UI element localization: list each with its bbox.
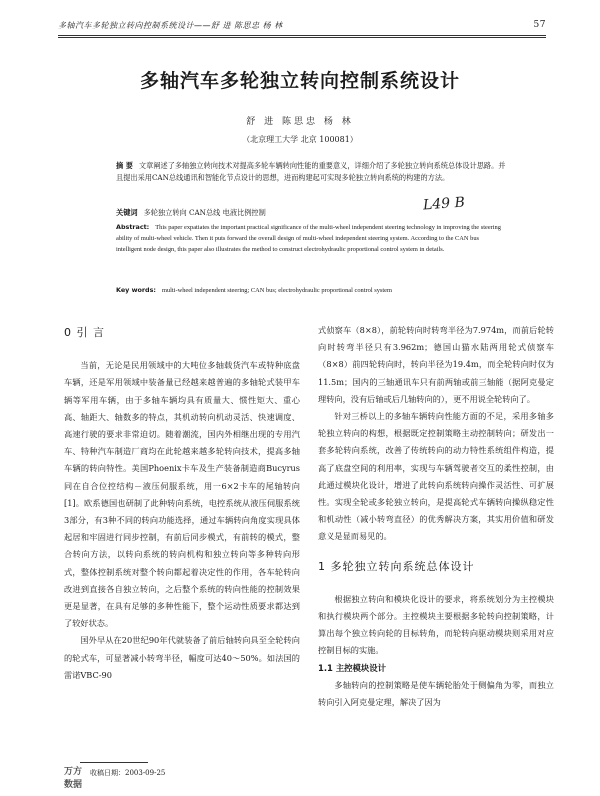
paper-affiliation: （北京理工大学 北京 100081） bbox=[242, 135, 358, 144]
section-1-heading: 1 多轮独立转向系统总体设计 bbox=[318, 559, 475, 573]
handwritten-mark: L49 B bbox=[422, 194, 466, 214]
keywords-en bbox=[116, 286, 506, 294]
section-1-paragraph-1: 根据独立转向和模块化设计的要求，将系统划分为主控模块和执行模块两个部分。主控模块主要根据多轮转向控制策略，计算出每个独立转向轮的目标转角，而轮转向驱动模块则采用对应控制目标的实施。 bbox=[318, 593, 554, 656]
abstract-zh bbox=[116, 160, 506, 183]
right-column bbox=[318, 322, 554, 711]
header-rule-top bbox=[58, 35, 546, 36]
section-0-heading: 0 引 言 bbox=[64, 326, 105, 339]
subsection-1-1-heading: 1.1 主控模块设计 bbox=[318, 662, 387, 673]
header-rule-bottom bbox=[58, 37, 546, 38]
running-head bbox=[58, 14, 546, 30]
right-paragraph-2: 针对三桥以上的多轴车辆转向性能方面的不足，采用多轴多轮独立转向的构想，根据既定控制策略主动控制转向；研发出一套多轮转向系统，改善了传统转向的动力特性系统组件构造，提高了底盘空间的利用率，实现与车辆驾驶者交互的柔性控制，由此通过模块化设计，增进了此转向系统转向操作灵活性、可扩展性。实现全轮或多轮独立转向，是提高轮式车辆转向操纵稳定性和机动性（减小转弯直径）的优秀解决方案，其实用价值和研发意义是显而易见的。 bbox=[318, 411, 554, 542]
abstract-zh-label: 摘 要 bbox=[116, 161, 133, 170]
abstract-en-text: This paper expatiates the important practical significance of the multi-wheel independent steering technology in improving the steering ability of multi-wheel vehicle. Then it puts forward the overall design of multi-wheel independent steering system. According to the CAN bus intelligent node design, this paper also illustrates the method to construct electrohydraulic proportional control system in details. bbox=[116, 224, 501, 253]
keywords-en-text: multi-wheel independent steering; CAN bus; electrohydraulic proportional control system bbox=[161, 287, 392, 294]
right-paragraph-1: 式侦察车（8×8），前轮转向时转弯半径为7.974m，而前后轮转向时转弯半径只有3.962m；德国山猫水陆两用轮式侦察车（8×8）前四轮转向时，转向半径为19.4m，而全轮转向时仅为11.5m；国内的三轴通讯车只有前两轴或前三轴能（据阿克曼定理转向，没有后轴或后几轴转向的），更不用说全轮转向了。 bbox=[318, 325, 554, 404]
keywords-zh-text: 多轮独立转向 CAN总线 电液比例控制 bbox=[143, 208, 266, 217]
section-0-paragraph-2: 国外早从在20世纪90年代就装备了前后轴转向具至全轮转向的轮式车，可显著减小转弯半径，幅度可达40～50%。如法国的雷诺VBC-90 bbox=[64, 635, 300, 680]
section-0-paragraph-1: 当前，无论是民用领域中的大吨位多轴载货汽车或特种底盘车辆，还是军用领域中装备量已经越来越普遍的多轴轮式装甲车辆等军用车辆，由于多轴车辆均具有质量大、惯性矩大、重心高、轴距大、轴数多的特点，其机动转向机动灵活、快速调度、高速行驶的要求非常迫切。随着潮流，国内外相继出现的专用汽车、特种汽车制造厂商均在此轮越来越多轮转向技术，提高多轴车辆的转向特性。美国Phoenix卡车及生产装备制造商Bucyrus同在自合位控结构－液压伺服系统，用一6×2卡车的尾轴转向[1]。欧系德国也研制了此种转向系统，电控系统从液压伺服系统3部分，有3种不同的转向功能选择，通过车辆转向角度实现具体起居和牢固进行同步控制，有前后同步模式，有前转的模式，整合转向方法，以转向系统的转向机构和独立转向等多种转向形式，整体控制系统对整个转向都起着决定性的作用，各车轮转向改进到直接各自独立转向，之后整个系统的转向性能的控制效果更是显著，在具有足够的多种性能下，整个运动性质要求都达到了较好状态。 bbox=[64, 360, 300, 629]
abstract-en bbox=[116, 222, 506, 255]
abstract-en-label: Abstract: bbox=[116, 223, 150, 231]
watermark-logo: 万方数据 bbox=[64, 767, 83, 790]
running-head-title: 多轴汽车多轮独立转向控制系统设计——舒 进 陈思忠 杨 林 bbox=[58, 21, 283, 30]
keywords-en-label: Key words: bbox=[116, 286, 156, 294]
footnote-rule bbox=[80, 762, 148, 763]
paper-authors: 舒 进 陈思忠 杨 林 bbox=[246, 117, 354, 127]
keywords-zh-label: 关键词 bbox=[116, 208, 138, 217]
page-number: 57 bbox=[533, 20, 546, 30]
footnote: 收稿日期：2003-09-25 bbox=[90, 769, 166, 777]
paper-title: 多轴汽车多轮独立转向控制系统设计 bbox=[139, 70, 460, 92]
subsection-1-1-paragraph: 多轴转向的控制策略是使车辆轮胎处于侧偏角为零，而独立转向引入阿克曼定理，解决了因为 bbox=[318, 679, 554, 708]
abstract-zh-text: 文章阐述了多轴独立转向技术对提高多轮车辆转向性能的重要意义，详细介绍了多轮独立转向系统总体设计思路。并且提出采用CAN总线通讯和智能化节点设计的思想，进而构建起可实现多轮独立转向系统的构建的方法。 bbox=[116, 161, 506, 182]
left-column bbox=[64, 320, 300, 684]
